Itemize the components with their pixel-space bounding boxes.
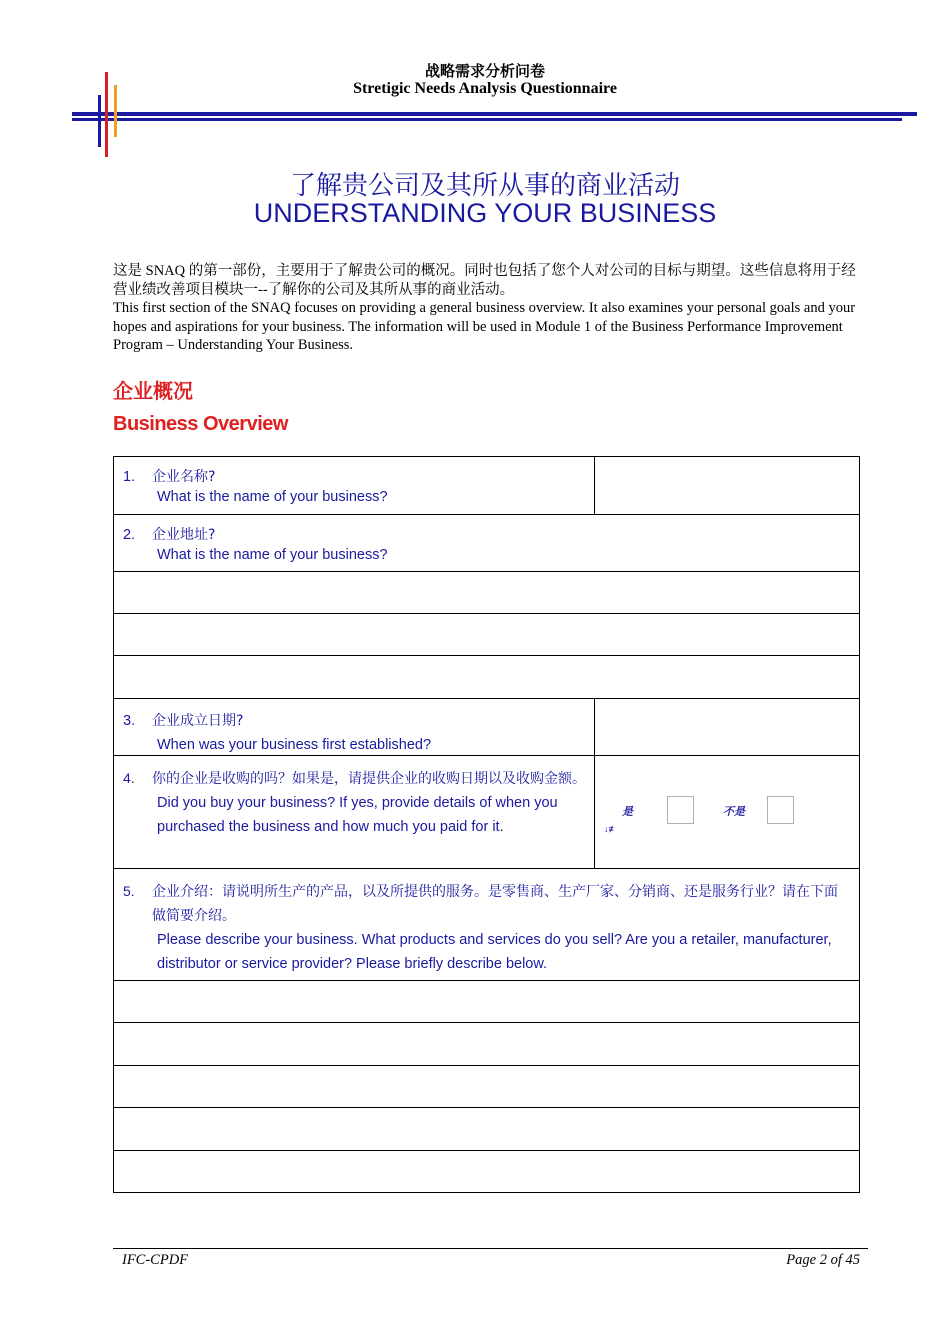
question-row-2 [114,515,859,572]
header-title-en: Stretigic Needs Analysis Questionnaire [353,80,617,97]
question-2: 2. 企业地址? What is the name of your business? [123,527,388,563]
no-label: 不是 [723,806,745,818]
footer-page-number: Page 2 of 45 [786,1252,860,1268]
answer-line-address-2[interactable] [114,614,859,656]
answer-line-description-4[interactable] [114,1108,859,1151]
question-1: 1. 企业名称? What is the name of your business? [123,469,388,505]
footer-rule [113,1248,868,1249]
question-3: 3. 企业成立日期? When was your business first established? [123,713,432,753]
question-row-3 [114,699,859,756]
yes-label: 是 [622,806,633,818]
no-checkbox[interactable] [767,796,794,824]
answer-field-established-date[interactable] [596,699,859,755]
question-row-4 [114,756,859,869]
header-title-cn: 战略需求分析问卷 [424,62,545,80]
question-row-5 [114,869,859,981]
answer-line-address-1[interactable] [114,572,859,614]
page-title-en: UNDERSTANDING YOUR BUSINESS [253,198,717,228]
intro-cn: 这是 SNAQ 的第一部份，主要用于了解贵公司的概况。同时也包括了您个人对公司的目标与期望。这些信息将用于经营业绩改善项目模块一--了解你的公司及其所从事的商业活动。 [113,263,856,298]
stray-mark: ↓≢ [604,824,618,834]
header-rule-secondary [72,118,902,121]
header-rule [72,112,917,116]
question-cell [114,699,595,755]
section-heading-en: Business Overview [113,413,288,435]
question-row-1 [114,457,859,515]
answer-line-description-3[interactable] [114,1066,859,1108]
answer-field-business-name[interactable] [596,457,859,514]
question-4: 4. 你的企业是收购的吗？如果是，请提供企业的收购日期以及收购金额。 Did you buy your business? If yes, provide details of when you purchased the business and how much you paid for it. [123,770,586,835]
answer-line-address-3[interactable] [114,656,859,699]
intro-text [113,262,863,355]
question-cell [114,457,595,514]
question-5: 5. 企业介绍：请说明所生产的产品，以及所提供的服务。是零售商、生产厂家、分销商、还是服务行业？请在下面做简要介绍。 Please describe your business. What products and services do you sell? Are you a retailer, manufacturer, distributor or service provider? Please briefly describe below. [123,883,838,972]
intro-en: This first section of the SNAQ focuses on providing a general business overview. It also examines your personal goals and your hopes and aspirations for your business. The information will be used in Module 1 of the Business Performance Improvement Program – Understanding Your Business. [113,300,856,353]
yes-checkbox[interactable] [667,796,694,824]
page-title-cn: 了解贵公司及其所从事的商业活动 [289,171,680,201]
business-overview-table [113,456,860,1193]
footer-org: IFC-CPDF [122,1252,189,1268]
answer-line-description-2[interactable] [114,1023,859,1066]
logo-mark-orange [114,85,117,137]
answer-line-description-5[interactable] [114,1151,859,1192]
question-cell [114,756,595,868]
section-heading-cn: 企业概况 [113,379,193,403]
logo-mark-blue [98,95,101,147]
answer-line-description-1[interactable] [114,981,859,1023]
logo-mark-red [105,72,108,157]
